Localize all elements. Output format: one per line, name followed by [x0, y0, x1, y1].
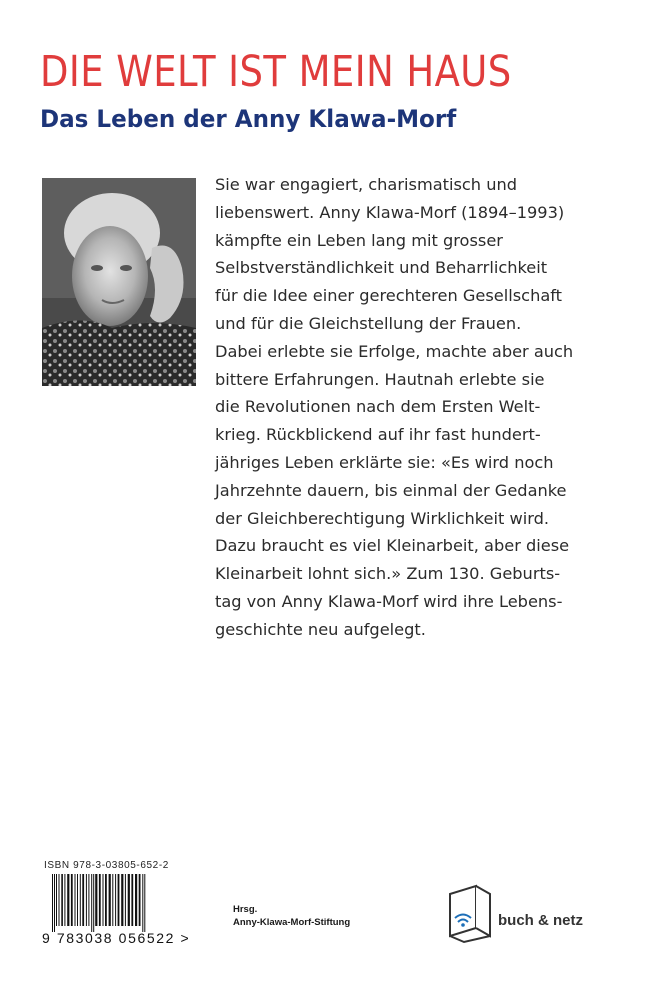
barcode-bar: [125, 874, 126, 926]
barcode-bar: [61, 874, 63, 926]
barcode-bars-icon: [42, 874, 182, 932]
blurb-line: Jahrzehnte dauern, bis einmal der Gedanke: [215, 480, 567, 500]
barcode-digits: 9 783038 056522 >: [42, 930, 191, 946]
blurb-line: geschichte neu aufgelegt.: [215, 619, 426, 639]
blurb-text: [215, 171, 610, 644]
editor-name: Anny-Klawa-Morf-Stiftung: [233, 917, 351, 928]
barcode-bar: [88, 874, 89, 926]
barcode-bar: [142, 874, 143, 932]
barcode-bar: [93, 874, 94, 932]
blurb-line: kämpfte ein Leben lang mit grosser: [215, 230, 503, 250]
barcode-bar: [67, 874, 69, 926]
blurb-line: die Revolutionen nach dem Ersten Welt-: [215, 397, 541, 417]
barcode-bar: [82, 874, 84, 926]
barcode-bar: [99, 874, 101, 926]
barcode-bar: [77, 874, 78, 926]
barcode-bar: [56, 874, 57, 926]
barcode-bar: [64, 874, 65, 926]
editor-label: Hrsg.: [233, 904, 258, 915]
barcode-bar: [86, 874, 87, 926]
isbn-barcode: [42, 860, 191, 960]
barcode-bar: [121, 874, 123, 926]
barcode-bar: [80, 874, 81, 926]
barcode-bar: [139, 874, 141, 926]
barcode-bar: [91, 874, 92, 932]
portrait-photo-icon: [42, 178, 196, 386]
book-subtitle: Das Leben der Anny Klawa-Morf: [40, 105, 457, 133]
barcode-bar: [131, 874, 133, 926]
blurb-line: Dabei erlebte sie Erfolge, machte aber auch: [215, 341, 574, 361]
isbn-label: ISBN 978-3-03805-652-2: [44, 860, 169, 871]
blurb-line: Selbstverständlichkeit und Beharrlichkeit: [215, 258, 548, 278]
publisher-name: buch & netz: [498, 912, 583, 929]
barcode-bar: [128, 874, 130, 926]
barcode-bar: [118, 874, 120, 926]
blurb-line: krieg. Rückblickend auf ihr fast hundert-: [215, 425, 541, 445]
barcode-bar: [59, 874, 60, 926]
barcode-bar: [103, 874, 104, 926]
barcode-bar: [54, 874, 55, 932]
barcode-bar: [75, 874, 76, 926]
blurb-line: jähriges Leben erklärte sie: «Es wird noch: [215, 452, 554, 472]
barcode-bar: [135, 874, 137, 926]
blurb-line: der Gleichberechtigung Wirklichkeit wird.: [215, 508, 550, 528]
blurb-line: Sie war engagiert, charismatisch und: [215, 175, 518, 194]
barcode-bar: [52, 874, 53, 932]
blurb-line: bittere Erfahrungen. Hautnah erlebte sie: [215, 369, 545, 389]
barcode-bar: [109, 874, 111, 926]
barcode-bar: [115, 874, 116, 926]
publisher-logo: [446, 884, 596, 944]
blurb-line: Dazu braucht es viel Kleinarbeit, aber diese: [215, 536, 570, 556]
blurb-line: für die Idee einer gerechteren Gesellschaft: [215, 286, 563, 306]
barcode-bar: [95, 874, 97, 926]
barcode-bar: [71, 874, 73, 926]
barcode-bar: [144, 874, 145, 932]
editor-credit: [233, 903, 350, 929]
barcode-bar: [105, 874, 107, 926]
blurb-line: und für die Gleichstellung der Frauen.: [215, 313, 522, 333]
blurb-line: Kleinarbeit lohnt sich.» Zum 130. Geburts-: [215, 564, 561, 584]
blurb-line: tag von Anny Klawa-Morf wird ihre Lebens-: [215, 591, 563, 611]
blurb-line: liebenswert. Anny Klawa-Morf (1894–1993): [215, 202, 565, 222]
barcode-bar: [112, 874, 113, 926]
book-title: DIE WELT IST MEIN HAUS: [40, 47, 512, 97]
book-wifi-logo-icon: [446, 884, 496, 944]
